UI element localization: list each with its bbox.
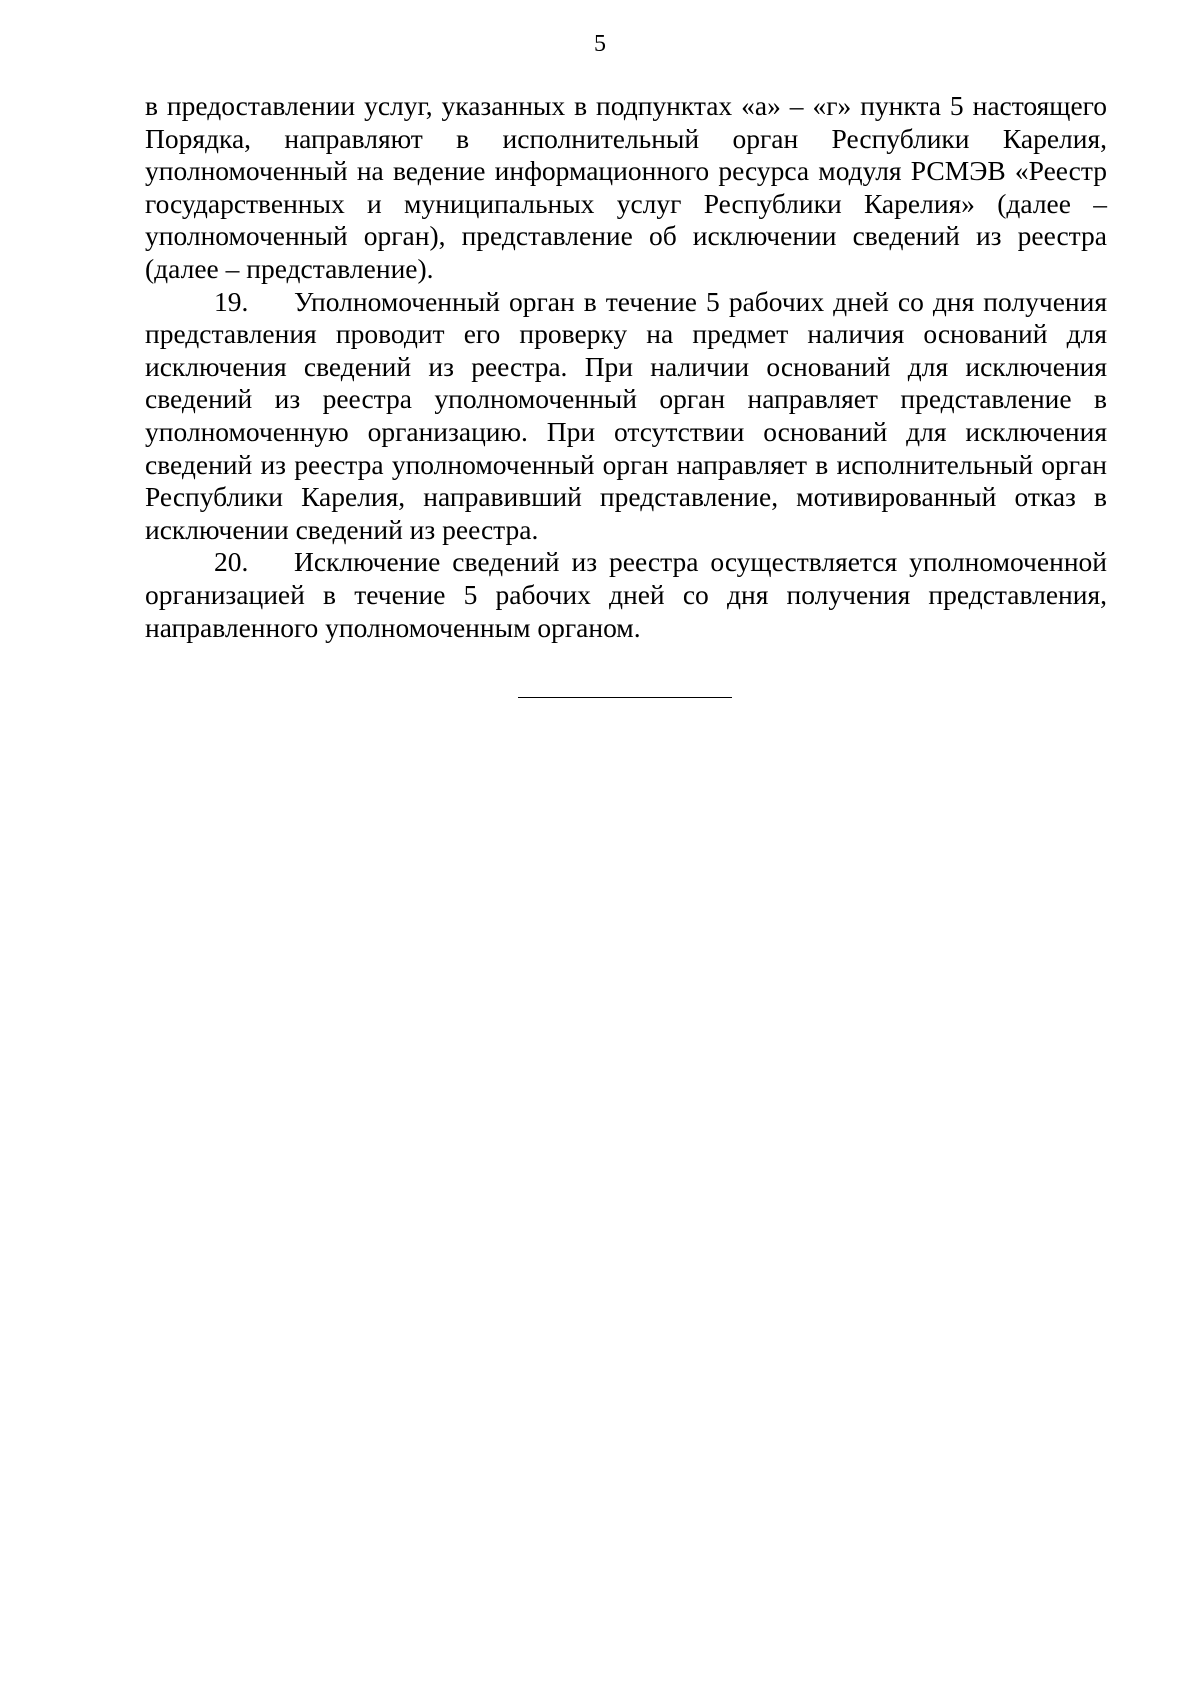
paragraph-continuation: в предоставлении услуг, указанных в подпунктах «а» – «г» пункта 5 настоящего Порядка, направляют в исполнительный орган Республики Карелия, уполномоченный на ведение информационного ресурса модуля РСМЭВ «Реестр государственных и муниципальных услуг Республики Карелия» (далее – уполномоченный орган), представление об исключении сведений из реестра (далее – представление).	[145, 90, 1107, 284]
paragraph-20-number: 20.	[214, 546, 249, 578]
paragraph-20-text: Исключение сведений из реестра осуществляется уполномоченной организацией в течение 5 рабочих дней со дня получения представления, направленного уполномоченным органом.	[145, 546, 1107, 643]
page-number: 5	[594, 31, 606, 57]
paragraph-19-text: Уполномоченный орган в течение 5 рабочих дней со дня получения представления проводит его проверку на предмет наличия оснований для исключения сведений из реестра. При наличии оснований для исключения сведений из реестра уполномоченный орган направляет представление в уполномоченную организацию. При отсутствии оснований для исключения сведений из реестра уполномоченный орган направляет в исполнительный орган Республики Карелия, направивший представление, мотивированный отказ в исключении сведений из реестра.	[145, 285, 1107, 545]
paragraph-20	[145, 546, 1107, 644]
document-body	[145, 90, 1107, 644]
paragraph-19	[145, 286, 1107, 547]
paragraph-19-number: 19.	[214, 285, 249, 317]
end-of-document-rule	[518, 697, 732, 698]
